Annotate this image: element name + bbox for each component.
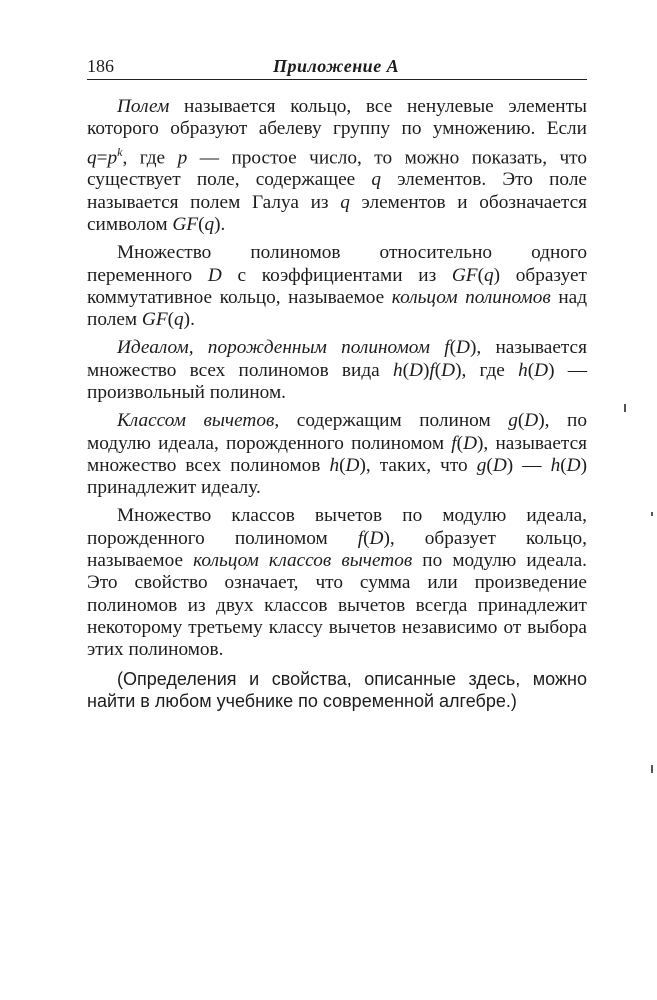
math-symbol: f (429, 359, 435, 381)
emphasized-term: кольцом классов вычетов (193, 550, 413, 572)
math-symbol: h (550, 454, 561, 476)
emphasized-term: кольцом полиномов (391, 286, 551, 308)
text-run: по модулю идеала. Это свойство означает, что сумма или произведение полиномов из двух классов вычетов всегда принадлежит некоторому третьему классу вычетов независимо от выбора этих полиномов. (87, 550, 587, 661)
superscript: k (117, 144, 123, 159)
text-run: ( (477, 264, 484, 286)
text-run: , где (122, 147, 178, 169)
text-run: ) (422, 359, 430, 381)
text-run: ( (517, 410, 525, 432)
page-number: 186 (87, 56, 114, 76)
text-run: ) — (506, 454, 551, 476)
math-symbol: f (357, 527, 364, 549)
math-symbol: q (87, 147, 97, 169)
page-header (87, 52, 587, 82)
math-symbol: D (463, 432, 477, 454)
text-run: ( (363, 527, 370, 549)
paragraph-residue-class-ring (87, 505, 587, 661)
math-symbol: q (174, 309, 184, 331)
margin-mark (624, 404, 626, 412)
paragraph-field-definition (87, 96, 587, 236)
text-run: элементов и обозначается символом (87, 191, 588, 235)
math-symbol: D (441, 359, 456, 381)
math-symbol: p (177, 147, 188, 169)
text-run: ( (434, 359, 442, 381)
math-symbol: D (534, 359, 549, 381)
running-title: Приложение А (273, 56, 400, 76)
text-run: ( (560, 454, 567, 476)
math-symbol: h (392, 359, 403, 381)
text-run: ). (214, 213, 226, 235)
text-run: ( (167, 309, 175, 331)
text-run: ) образует коммутативное кольцо, называемое (87, 264, 587, 308)
header-rule (87, 79, 587, 80)
emphasized-term: Идеалом, порожденным полиномом (117, 337, 430, 359)
text-run: ), где (455, 359, 519, 381)
text-run: над полем (87, 286, 588, 331)
math-symbol: GF (141, 309, 168, 331)
text-run: ( (486, 454, 493, 476)
margin-mark (651, 765, 653, 773)
math-symbol: f (451, 432, 457, 454)
text-run: называется кольцо, все ненулевые элементы которого образуют абелеву группу по умножению. Если (87, 96, 587, 140)
text-run: ) принадлежит идеалу. (87, 454, 587, 499)
text-run: ). (183, 309, 195, 331)
math-symbol: q (371, 169, 382, 191)
text-run: ( (339, 454, 346, 476)
math-symbol: D (524, 410, 539, 432)
text-run: ), по модулю идеала, порожденного полиномом (87, 410, 587, 454)
paragraph-residue-class (87, 410, 587, 499)
math-symbol: D (369, 527, 384, 549)
math-symbol: q (340, 191, 350, 213)
text-run: Множество полиномов относительно одного переменного (87, 242, 587, 286)
math-symbol: GF (172, 213, 199, 235)
math-symbol: g (476, 454, 487, 476)
paragraph-polynomial-ring (87, 242, 587, 331)
math-symbol: D (492, 454, 507, 476)
text-run: ( (402, 359, 409, 381)
math-symbol: D (207, 264, 222, 286)
text-run: с коэффициентами из (221, 264, 452, 286)
math-symbol: D (566, 454, 581, 476)
text-run: , содержащим полином (274, 410, 509, 432)
paragraph-reference-note (87, 668, 587, 713)
margin-mark (651, 512, 653, 516)
math-symbol: p (107, 147, 118, 169)
math-symbol: g (508, 410, 518, 432)
math-symbol: D (409, 359, 423, 381)
text-run: ), называется множество всех полиномов (87, 432, 587, 476)
body-text (87, 96, 587, 718)
emphasized-term: Классом вычетов (117, 410, 275, 432)
text-run: = (96, 147, 108, 169)
text-run (430, 337, 444, 358)
emphasized-term: Полем (117, 96, 170, 117)
math-symbol: f (444, 337, 450, 359)
text-run: ( (198, 213, 205, 235)
math-symbol: GF (451, 264, 478, 286)
text-run: ( (456, 432, 464, 454)
math-symbol: h (518, 359, 528, 381)
math-symbol: h (329, 454, 340, 476)
math-symbol: D (345, 454, 360, 476)
text-run: ), называется множество всех полиномов вида (87, 337, 587, 381)
paragraph-ideal (87, 337, 587, 404)
text-run: ), образует кольцо, называемое (87, 527, 587, 572)
text-run: элементов. Это поле называется полем Галуа из (87, 169, 587, 213)
text-run: ), таких, что (359, 454, 477, 476)
math-symbol: q (204, 213, 215, 235)
text-run: ( (527, 359, 535, 381)
math-symbol: D (456, 337, 470, 359)
text-run: ) — произвольный полином. (87, 359, 587, 403)
text-run: (Определения и свойства, описанные здесь, можно найти в любом учебнике по современной алгебре.) (87, 668, 587, 711)
text-run: — простое число, то можно показать, что существует поле, содержащее (87, 147, 587, 191)
math-symbol: q (484, 264, 494, 286)
text-run: ( (449, 337, 457, 359)
text-run: Множество классов вычетов по модулю идеала, порожденного полиномом (87, 505, 587, 549)
